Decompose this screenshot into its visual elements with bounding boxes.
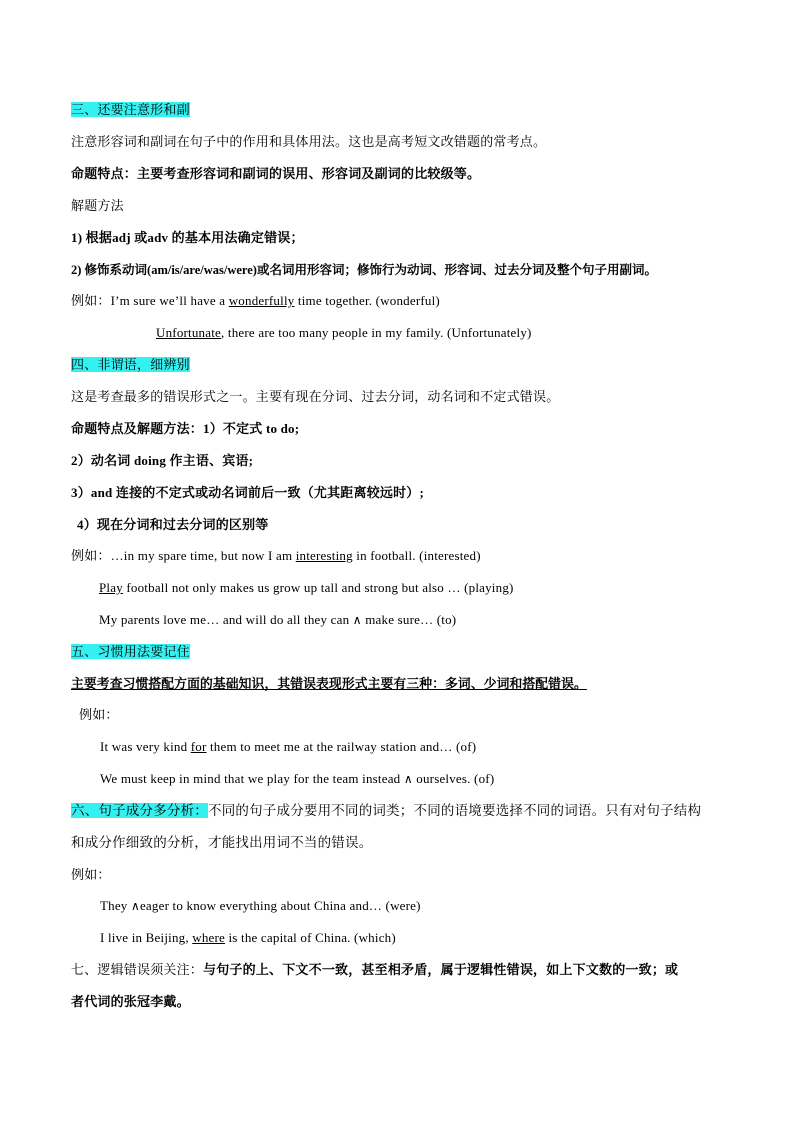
heading-highlight: 五、习惯用法要记住 — [71, 644, 190, 659]
section-6-line-2: 和成分作细致的分析，才能找出用词不当的错误。 — [71, 835, 373, 850]
example-label: 例如： — [71, 293, 111, 308]
insertion-caret: ∧ — [403, 772, 413, 786]
section-4-example-3 — [99, 611, 456, 629]
example-text: It was very kind — [100, 739, 191, 754]
section-5-example-label: 例如： — [79, 707, 119, 722]
error-word: wonderfully — [228, 293, 295, 308]
heading-highlight: 三、还要注意形和副 — [71, 102, 190, 117]
error-word: for — [190, 739, 207, 754]
example-text: in football. (interested) — [352, 548, 481, 563]
example-text: My parents love me… and will do all they can — [99, 612, 353, 627]
section-7-heading: 七、逻辑错误须关注： — [71, 962, 204, 977]
section-4-example-2 — [99, 579, 514, 597]
section-3-feature: 命题特点：主要考查形容词和副词的误用、形容词及副词的比较级等。 — [71, 166, 481, 181]
insertion-caret: ∧ — [130, 899, 140, 913]
example-text: them to meet me at the railway station and… (of) — [206, 739, 477, 754]
section-6-example-2 — [100, 929, 396, 947]
section-7-line-2: 者代词的张冠李戴。 — [71, 994, 190, 1009]
error-word: Unfortunate — [156, 325, 222, 340]
section-3-heading — [71, 101, 190, 119]
section-3-example-2 — [156, 324, 532, 342]
error-word: where — [192, 930, 226, 945]
example-text: ourselves. (of) — [412, 771, 495, 786]
heading-highlight: 四、非谓语，细辨别 — [71, 357, 190, 372]
example-text: is the capital of China. (which) — [225, 930, 396, 945]
section-3-rule-1: 1) 根据adj 或adv 的基本用法确定错误； — [71, 230, 304, 245]
section-4-example-1 — [71, 547, 481, 565]
section-5-example-2 — [100, 770, 494, 788]
section-4-method: 命题特点及解题方法：1）不定式 to do; — [71, 421, 300, 436]
section-4-point-3: 3）and 连接的不定式或动名词前后一致（尤其距离较远时）; — [71, 485, 425, 500]
error-word: interesting — [295, 548, 353, 563]
section-6-line-1 — [71, 802, 701, 820]
section-5-heading — [71, 643, 190, 661]
example-label: 例如： — [71, 548, 111, 563]
example-text: make sure… (to) — [361, 612, 457, 627]
error-word: Play — [99, 580, 123, 595]
section-4-heading — [71, 356, 190, 374]
section-5-example-1 — [100, 738, 476, 756]
section-3-intro: 注意形容词和副词在句子中的作用和具体用法。这也是高考短文改错题的常考点。 — [71, 134, 547, 149]
section-4-point-2: 2）动名词 doing 作主语、宾语; — [71, 453, 254, 468]
section-6-example-label: 例如： — [71, 867, 111, 882]
example-text: eager to know everything about China and… (were) — [139, 898, 421, 913]
section-4-intro: 这是考查最多的错误形式之一。主要有现在分词、过去分词，动名词和不定式错误。 — [71, 389, 560, 404]
example-text: …in my spare time, but now I am — [110, 548, 296, 563]
section-7-text: 与句子的上、下文不一致，甚至相矛盾，属于逻辑性错误，如上下文数的一致；或 — [203, 962, 679, 977]
example-text: , there are too many people in my family. (Unfortunately) — [221, 325, 532, 340]
example-text: time together. (wonderful) — [294, 293, 440, 308]
insertion-caret: ∧ — [352, 613, 362, 627]
section-5-intro: 主要考查习惯搭配方面的基础知识，其错误表现形式主要有三种：多词、少词和搭配错误。 — [71, 677, 587, 691]
section-3-example-1 — [71, 292, 440, 310]
section-6-example-1 — [100, 897, 421, 915]
heading-highlight: 六、句子成分多分析： — [71, 803, 208, 818]
example-text: I live in Beijing, — [100, 930, 193, 945]
section-6-intro: 不同的句子成分要用不同的词类；不同的语境要选择不同的词语。只有对句子结构 — [208, 803, 702, 818]
section-3-rule-2: 2) 修饰系动词(am/is/are/was/were)或名词用形容词；修饰行为动词、形容词、过去分词及整个句子用副词。 — [71, 263, 657, 277]
section-3-method-title: 解题方法 — [71, 198, 124, 213]
example-text: We must keep in mind that we play for the team instead — [100, 771, 404, 786]
section-7-line-1 — [71, 961, 678, 979]
example-text: They — [100, 898, 131, 913]
example-text: football not only makes us grow up tall and strong but also … (playing) — [122, 580, 514, 595]
section-4-point-4: 4）现在分词和过去分词的区别等 — [77, 517, 269, 532]
example-text: I’m sure we’ll have a — [110, 293, 229, 308]
